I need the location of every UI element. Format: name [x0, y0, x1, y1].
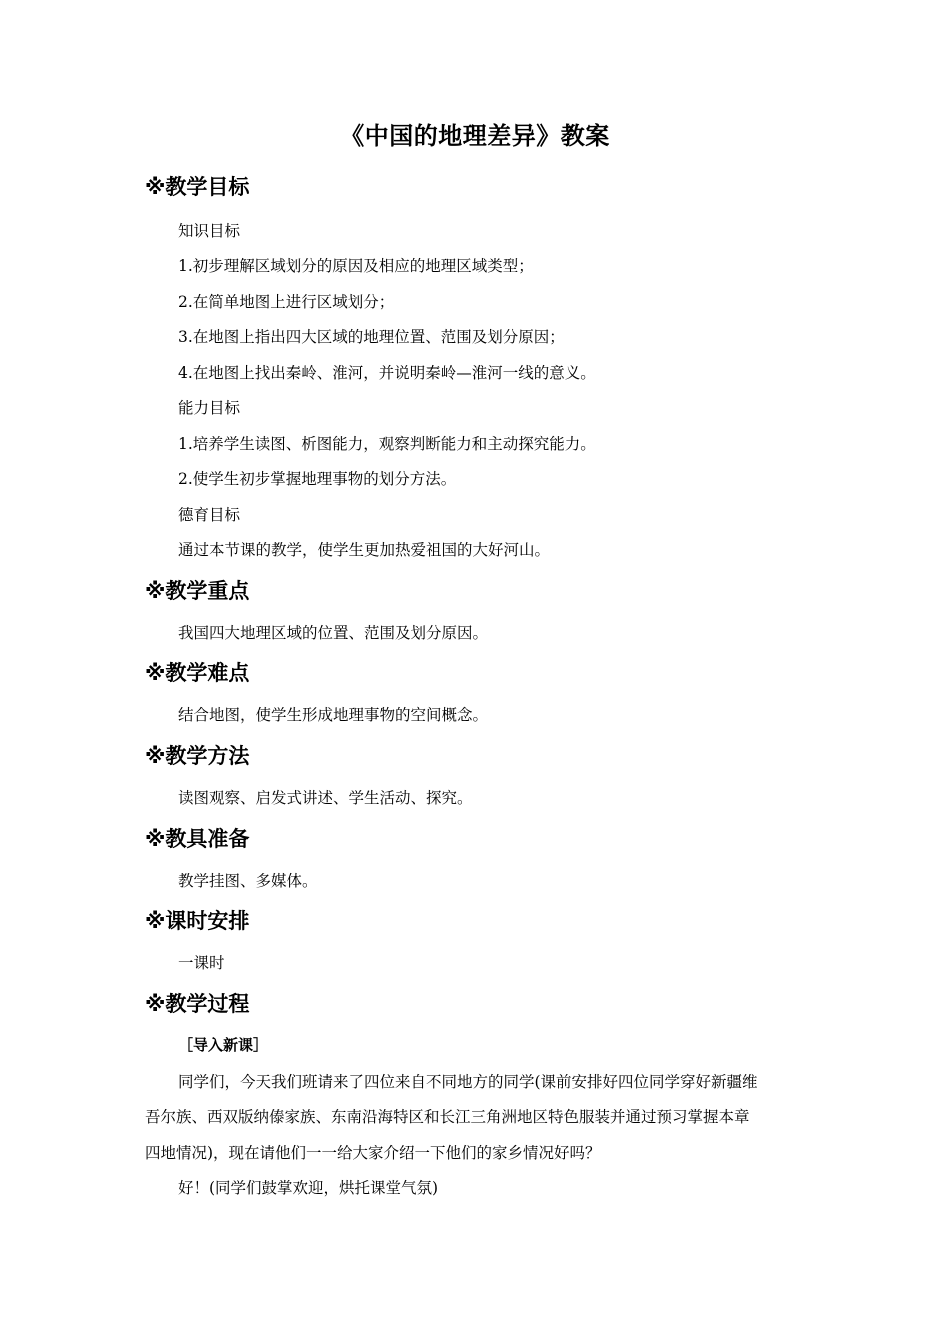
schedule-text: 一课时 [178, 954, 225, 972]
process-heading: ※教学过程 [145, 992, 250, 1016]
knowledge-item-4: 4.在地图上找出秦岭、淮河，并说明秦岭—淮河一线的意义。 [178, 364, 596, 382]
knowledge-objectives-label: 知识目标 [178, 222, 241, 240]
knowledge-item-2: 2.在简单地图上进行区域划分； [178, 293, 395, 311]
key-points-heading: ※教学重点 [145, 579, 250, 603]
key-points-text: 我国四大地理区域的位置、范围及划分原因。 [178, 624, 489, 642]
moral-objectives-text: 通过本节课的教学，使学生更加热爱祖国的大好河山。 [178, 541, 551, 559]
moral-objectives-label: 德育目标 [178, 506, 241, 524]
materials-text: 教学挂图、多媒体。 [178, 872, 318, 890]
schedule-heading: ※课时安排 [145, 909, 250, 933]
difficulties-text: 结合地图，使学生形成地理事物的空间概念。 [178, 706, 489, 724]
process-response: 好！(同学们鼓掌欢迎，烘托课堂气氛) [178, 1179, 439, 1197]
intro-label: ［导入新课］ [178, 1036, 269, 1054]
ability-item-1: 1.培养学生读图、析图能力，观察判断能力和主动探究能力。 [178, 435, 596, 453]
process-paragraph-line-3: 四地情况)，现在请他们一一给大家介绍一下他们的家乡情况好吗？ [145, 1144, 601, 1162]
knowledge-item-3: 3.在地图上指出四大区域的地理位置、范围及划分原因； [178, 328, 565, 346]
process-paragraph-line-2: 吾尔族、西双版纳傣家族、东南沿海特区和长江三角洲地区特色服装并通过预习掌握本章 [145, 1108, 750, 1126]
objectives-heading: ※教学目标 [145, 175, 250, 199]
document-title: 《中国的地理差异》教案 [340, 121, 610, 150]
methods-text: 读图观察、启发式讲述、学生活动、探究。 [178, 789, 473, 807]
materials-heading: ※教具准备 [145, 827, 250, 851]
difficulties-heading: ※教学难点 [145, 661, 250, 685]
ability-item-2: 2.使学生初步掌握地理事物的划分方法。 [178, 470, 457, 488]
knowledge-item-1: 1.初步理解区域划分的原因及相应的地理区域类型； [178, 257, 534, 275]
ability-objectives-label: 能力目标 [178, 399, 241, 417]
process-paragraph-line-1: 同学们，今天我们班请来了四位来自不同地方的同学(课前安排好四位同学穿好新疆维 [178, 1073, 758, 1091]
methods-heading: ※教学方法 [145, 744, 250, 768]
